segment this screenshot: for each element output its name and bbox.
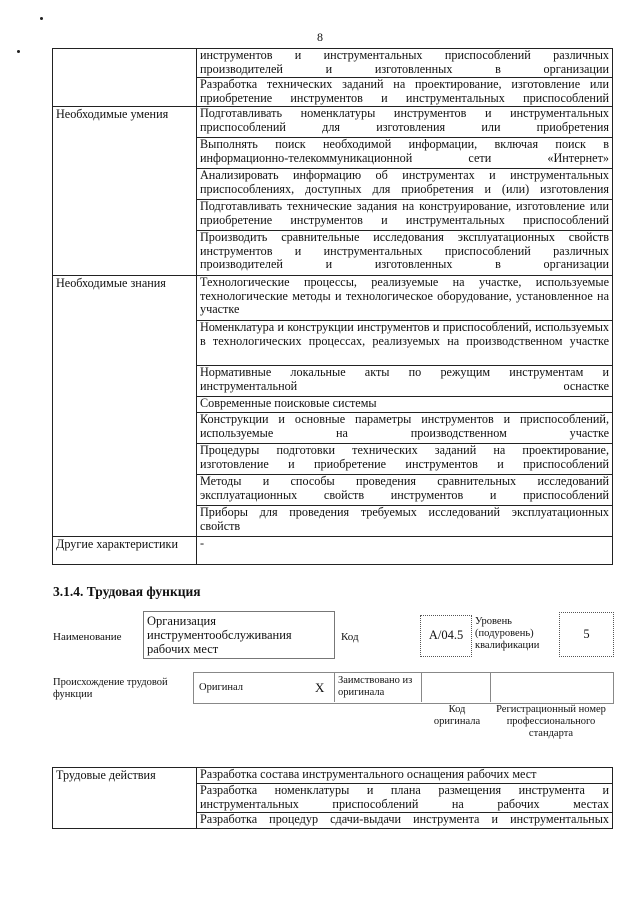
table-cell: Современные поисковые системы [197,397,613,413]
name-label: Наименование [53,631,122,643]
knowledge-label: Необходимые знания [53,276,197,537]
label-cell-empty [53,49,197,107]
labor-actions-table [52,767,613,829]
section-title: 3.1.4. Трудовая функция [53,584,201,599]
divider [490,672,491,702]
reg-caption: Регистрационный номер профессионального стандарта [496,704,606,739]
divider [421,672,422,702]
table-row [53,537,613,565]
table-cell: инструментов и инструментальных приспособлений различных производителей и изготовленных в организации [197,49,613,78]
borrowed-label: Заимствовано из оригинала [338,675,413,698]
divider [334,672,335,702]
original-mark: X [315,680,325,695]
table-row [53,276,613,321]
table-row [53,768,613,784]
table-cell: Конструкции и основные параметры инструментов и приспособлений, используемые на производственном участке [197,413,613,444]
table-cell: Разработка процедур сдачи-выдачи инструмента и инструментальных [197,813,613,829]
skills-label: Необходимые умения [53,107,197,276]
table-cell: Разработка технических заданий на проектирование, изготовление или приобретение инструментов и инструментальных приспособлений [197,78,613,107]
table-cell: Подготавливать номенклатуры инструментов и инструментальных приспособлений для изготовления или приобретения [197,107,613,138]
page-number: 8 [317,30,323,44]
code-box [420,615,472,657]
code-label: Код [341,631,359,643]
table-cell: Разработка состава инструментального оснащения рабочих мест [197,768,613,784]
table-cell: Номенклатура и конструкции инструментов и приспособлений, используемых в технологических процессах, реализуемых на производственном участке [197,321,613,366]
table-cell: Производить сравнительные исследования эксплуатационных свойств инструментов и инструментальных приспособлений различных производителей и изготовленных в организации [197,231,613,276]
table-cell: Процедуры подготовки технических заданий на проектирование, изготовление и приобретение инструментов и приспособлений [197,444,613,475]
code-value: A/04.5 [428,628,464,642]
origin-label: Происхождение трудовой функции [53,677,168,700]
table-cell: Выполнять поиск необходимой информации, включая поиск в информационно-телекоммуникационной сети «Интернет» [197,138,613,169]
other-value: - [197,537,613,565]
table-cell: Анализировать информацию об инструментах и инструментальных приспособлениях, доступных для приобретения и (или) изготовления [197,169,613,200]
table-row [53,107,613,138]
table-cell: Нормативные локальные акты по режущим инструментам и инструментальной оснастке [197,366,613,397]
function-name-value: Организация инструментообслуживания рабочих мест [147,614,292,656]
scan-mark [17,50,20,53]
table-row [53,49,613,78]
level-label: Уровень (подуровень) квалификации [475,616,540,651]
level-box [559,612,614,657]
table-cell: Методы и способы проведения сравнительных исследований эксплуатационных свойств инструментов и приспособлений [197,475,613,506]
table-cell: Технологические процессы, реализуемые на участке, используемые технологические методы и технологическое оборудование, установленное на участке [197,276,613,321]
other-label: Другие характеристики [53,537,197,565]
scan-mark [40,17,43,20]
level-value: 5 [583,627,590,641]
original-label: Оригинал [199,682,243,693]
actions-label: Трудовые действия [53,768,197,829]
function-name-box [143,611,335,659]
table-cell: Подготавливать технические задания на конструирование, изготовление или приобретение инструментов и инструментальных приспособлений [197,200,613,231]
skills-knowledge-table [52,48,613,565]
table-cell: Разработка номенклатуры и плана размещения инструмента и инструментальных приспособлений на рабочих местах [197,784,613,813]
code-caption: Код оригинала [433,704,481,727]
table-cell: Приборы для проведения требуемых исследований эксплуатационных свойств [197,506,613,537]
